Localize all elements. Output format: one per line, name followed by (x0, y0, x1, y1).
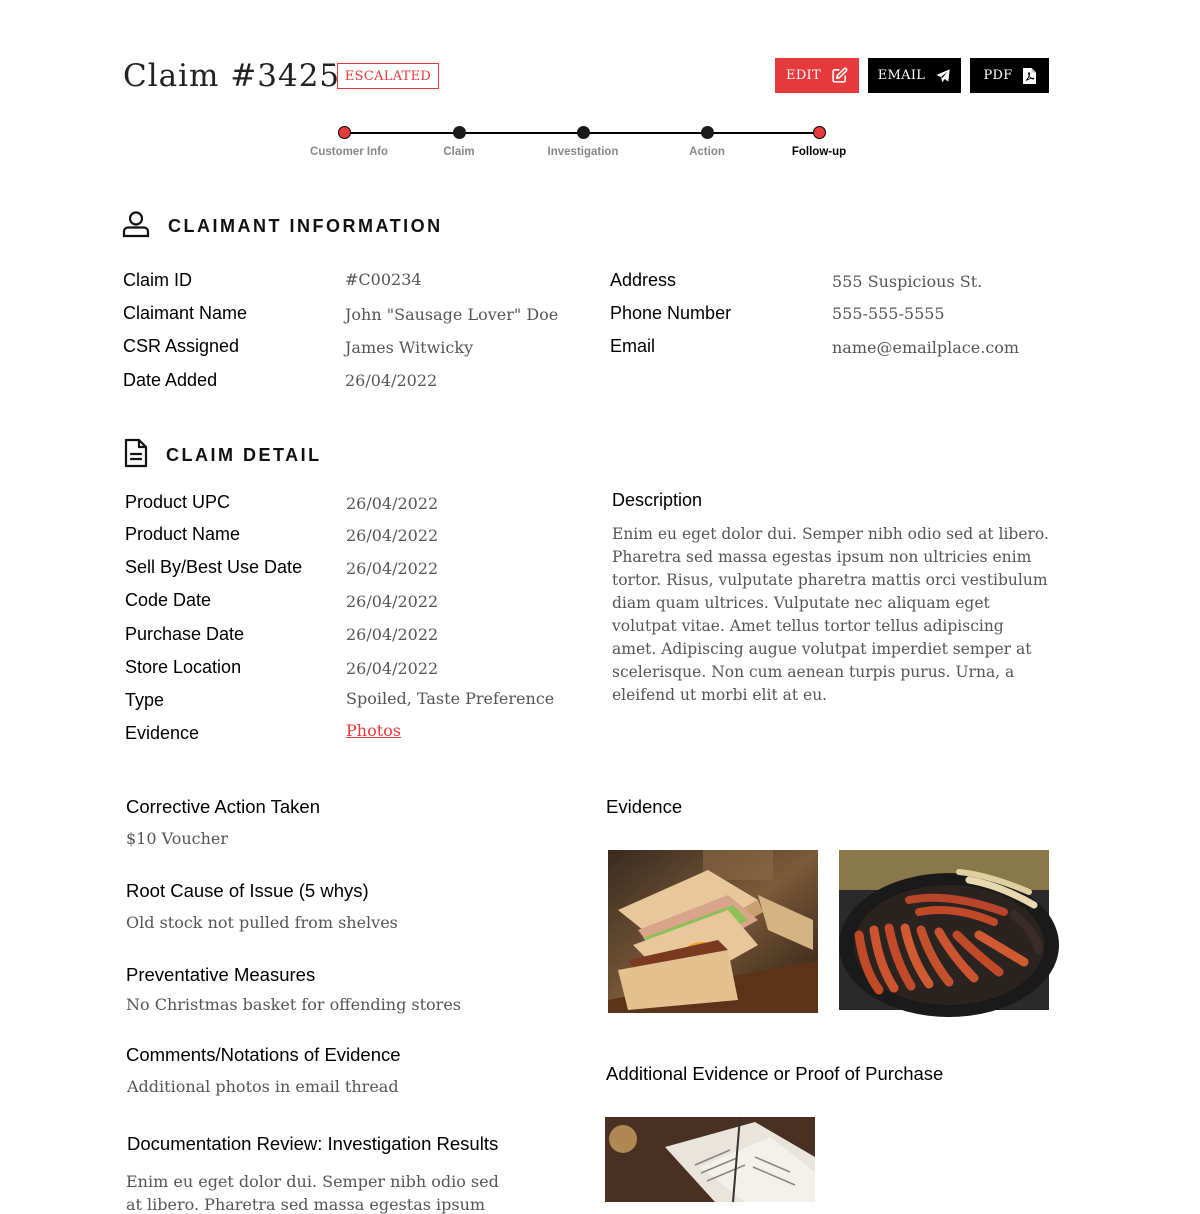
product-upc-value: 26/04/2022 (346, 494, 439, 513)
preventative-measures-label: Preventative Measures (126, 964, 316, 985)
edit-icon (831, 67, 848, 84)
page-title: Claim #3425 (123, 58, 341, 94)
sausages-photo[interactable] (839, 850, 1049, 1010)
step-dot-action[interactable] (701, 126, 714, 139)
corrective-action-value: $10 Voucher (126, 829, 229, 848)
claim-id-value: #C00234 (345, 270, 422, 289)
corrective-action-label: Corrective Action Taken (126, 796, 321, 817)
step-dot-investigation[interactable] (577, 126, 590, 139)
email-value: name@emailplace.com (832, 338, 1020, 357)
step-label-customer-info[interactable]: Customer Info (310, 146, 388, 158)
claimant-name-value: John "Sausage Lover" Doe (345, 305, 559, 324)
sell-by-date-label: Sell By/Best Use Date (125, 557, 303, 577)
purchase-date-label: Purchase Date (125, 624, 245, 644)
step-dot-follow-up[interactable] (813, 126, 826, 139)
type-label: Type (125, 690, 165, 710)
evidence-label: Evidence (125, 723, 200, 743)
store-location-label: Store Location (125, 657, 242, 677)
step-dot-claim[interactable] (453, 126, 466, 139)
type-value: Spoiled, Taste Preference (346, 689, 555, 708)
csr-assigned-value: James Witwicky (345, 338, 474, 357)
claimant-info-title: CLAIMANT INFORMATION (168, 216, 443, 236)
address-value: 555 Suspicious St. (832, 272, 983, 291)
claim-detail-heading (124, 438, 322, 473)
send-icon (935, 68, 951, 84)
description-label: Description (612, 490, 703, 510)
root-cause-value: Old stock not pulled from shelves (126, 913, 398, 932)
step-label-follow-up[interactable]: Follow-up (791, 146, 847, 158)
edit-button[interactable] (775, 58, 859, 93)
photos-link[interactable]: Photos (346, 721, 401, 740)
comments-value: Additional photos in email thread (127, 1077, 399, 1096)
code-date-value: 26/04/2022 (346, 592, 439, 611)
claimant-info-heading (122, 210, 443, 243)
date-added-label: Date Added (123, 370, 218, 390)
step-label-investigation[interactable]: Investigation (547, 146, 619, 158)
email-label: Email (610, 336, 656, 356)
documentation-review-label: Documentation Review: Investigation Results (127, 1133, 499, 1154)
sandwich-photo[interactable] (608, 850, 818, 1013)
email-button-label: EMAIL (877, 68, 926, 83)
product-name-value: 26/04/2022 (346, 526, 439, 545)
claim-detail-title: CLAIM DETAIL (166, 445, 322, 465)
preventative-measures-value: No Christmas basket for offending stores (126, 995, 462, 1014)
purchase-date-value: 26/04/2022 (346, 625, 439, 644)
documentation-review-line-1: Enim eu eget dolor dui. Semper nibh odio sed (126, 1172, 499, 1191)
email-button[interactable] (868, 58, 961, 93)
user-icon (122, 210, 150, 243)
product-name-label: Product Name (125, 524, 241, 544)
sell-by-date-value: 26/04/2022 (346, 559, 439, 578)
pdf-file-icon (1023, 68, 1036, 84)
status-badge: ESCALATED (337, 63, 439, 89)
step-label-claim[interactable]: Claim (443, 146, 475, 158)
csr-assigned-label: CSR Assigned (123, 336, 240, 356)
additional-evidence-heading: Additional Evidence or Proof of Purchase (606, 1063, 944, 1084)
phone-value: 555-555-5555 (832, 304, 945, 323)
root-cause-label: Root Cause of Issue (5 whys) (126, 880, 369, 901)
address-label: Address (610, 270, 677, 290)
product-upc-label: Product UPC (125, 492, 231, 512)
step-dot-customer-info[interactable] (338, 126, 351, 139)
pdf-button-label: PDF (983, 68, 1013, 83)
store-location-value: 26/04/2022 (346, 659, 439, 678)
comments-label: Comments/Notations of Evidence (126, 1044, 401, 1065)
code-date-label: Code Date (125, 590, 212, 610)
pdf-button[interactable] (970, 58, 1049, 93)
claimant-name-label: Claimant Name (123, 303, 248, 323)
document-icon (124, 438, 148, 473)
edit-button-label: EDIT (786, 68, 821, 83)
phone-label: Phone Number (610, 303, 732, 323)
receipt-photo[interactable] (605, 1117, 815, 1202)
evidence-heading: Evidence (606, 796, 683, 817)
description-text: Enim eu eget dolor dui. Semper nibh odio sed at libero. Pharetra sed massa egestas ipsum non ultricies enim tortor. Risus, vulputate pharetra mattis orci vestibulum diam quam ultrices. Vulputate nec aliquam eget volutpat vitae. Amet tellus tortor tellus adipiscing amet. Adipiscing augue volutpat imperdiet semper at scelerisque. Non cum aenean turpis purus. Urna, a eleifend ut morbi elit at eu. (612, 525, 1049, 704)
documentation-review-line-2: at libero. Pharetra sed massa egestas ipsum (126, 1195, 486, 1214)
date-added-value: 26/04/2022 (345, 371, 438, 390)
step-label-action[interactable]: Action (689, 146, 725, 158)
claim-id-label: Claim ID (123, 270, 193, 290)
